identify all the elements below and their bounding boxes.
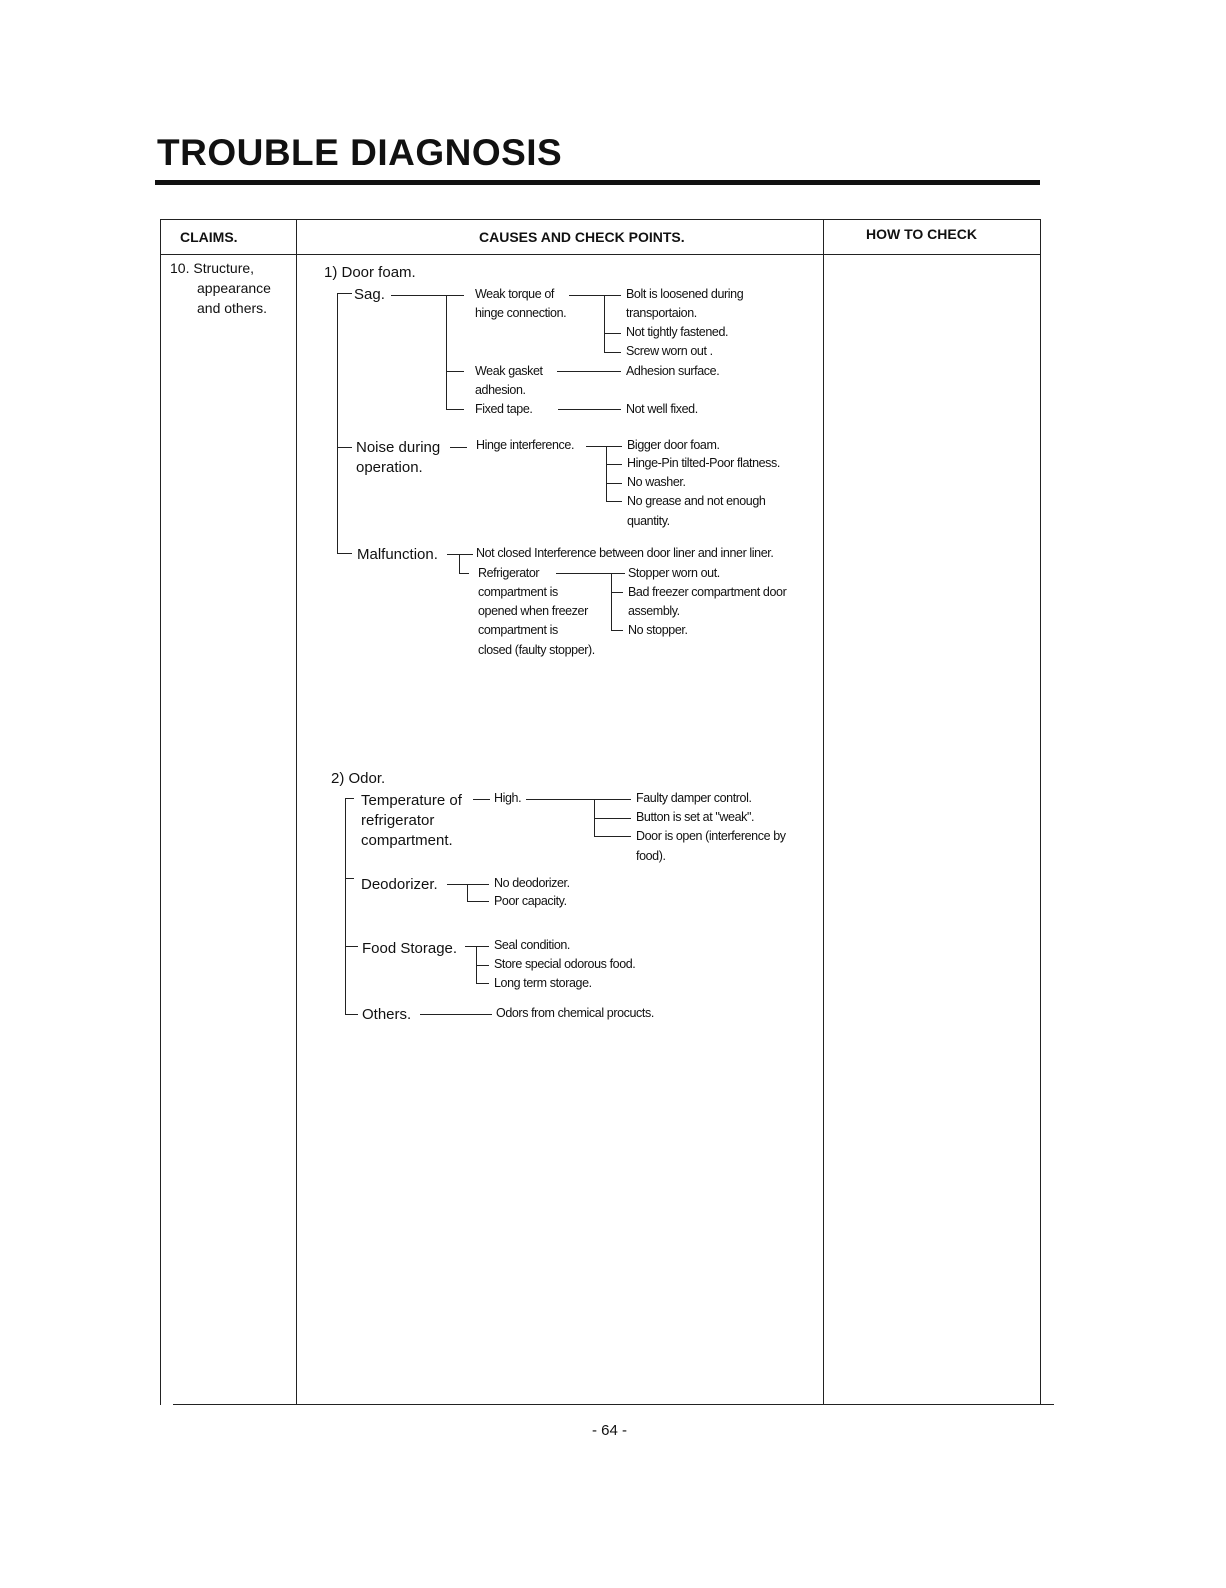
connector [337, 293, 352, 294]
food-storage-cause-3: Long term storage. [494, 976, 592, 990]
page-title: TROUBLE DIAGNOSIS [157, 132, 563, 173]
connector [391, 295, 446, 296]
connector [526, 799, 594, 800]
temperature-line-2: refrigerator [361, 812, 435, 829]
temperature-cause-3-line-1: Door is open (interference by [636, 829, 786, 843]
table-top-border [160, 219, 1041, 220]
refrigerator-line-5: closed (faulty stopper). [478, 643, 595, 657]
stopper-cause-3: No stopper. [628, 623, 688, 637]
connector [611, 573, 625, 574]
weak-gasket-line-2: adhesion. [475, 383, 526, 397]
gasket-cause: Adhesion surface. [626, 364, 720, 378]
fixed-tape: Fixed tape. [475, 402, 533, 416]
noise-cause-4-line-2: quantity. [627, 514, 670, 528]
connector [420, 1014, 492, 1015]
noise-line-1: Noise during [356, 439, 441, 456]
connector [473, 799, 490, 800]
page-number: - 64 - [592, 1422, 628, 1439]
sag-bracket [446, 295, 447, 410]
weak-torque-line-2: hinge connection. [475, 306, 567, 320]
table-right-border [1040, 219, 1041, 1405]
connector [446, 409, 464, 410]
header-claims: CLAIMS. [180, 229, 238, 245]
connector [467, 901, 489, 902]
connector [604, 333, 621, 334]
table-left-border [160, 219, 161, 1405]
high-label: High. [494, 791, 522, 805]
table-header-divider [160, 254, 1041, 255]
odor-bracket [345, 798, 346, 1015]
connector [594, 818, 631, 819]
noise-line-2: operation. [356, 459, 423, 476]
connector [450, 447, 467, 448]
connector [465, 946, 476, 947]
hinge-interference: Hinge interference. [476, 438, 575, 452]
connector [594, 799, 631, 800]
connector [569, 295, 604, 296]
connector [446, 295, 464, 296]
connector [345, 878, 354, 879]
refrigerator-line-2: compartment is [478, 585, 558, 599]
temperature-line-3: compartment. [361, 832, 453, 849]
connector [467, 884, 489, 885]
connector [476, 946, 489, 947]
food-storage-cause-2: Store special odorous food. [494, 957, 636, 971]
not-closed-interference: Not closed Interference between door liner and inner liner. [476, 546, 774, 560]
door-foam-heading: 1) Door foam. [324, 264, 416, 281]
torque-cause-3: Screw worn out . [626, 344, 713, 358]
torque-cause-2: Not tightly fastened. [626, 325, 729, 339]
noise-cause-1: Bigger door foam. [627, 438, 720, 452]
connector [604, 352, 621, 353]
food-storage-cause-1: Seal condition. [494, 938, 571, 952]
temperature-line-1: Temperature of [361, 792, 462, 809]
connector [606, 501, 622, 502]
connector [447, 884, 467, 885]
weak-gasket-line-1: Weak gasket [475, 364, 543, 378]
stopper-cause-2-line-1: Bad freezer compartment door [628, 585, 787, 599]
temperature-cause-1: Faulty damper control. [636, 791, 752, 805]
connector [586, 446, 606, 447]
torque-cause-1-line-1: Bolt is loosened during [626, 287, 744, 301]
deodorizer-cause-1: No deodorizer. [494, 876, 570, 890]
connector [557, 371, 621, 372]
torque-causes-bracket [604, 295, 605, 353]
connector [337, 553, 352, 554]
refrigerator-line-3: opened when freezer [478, 604, 588, 618]
connector [476, 983, 489, 984]
claim-line-1: 10. Structure, [170, 260, 255, 276]
connector [446, 371, 464, 372]
connector [611, 592, 623, 593]
odor-heading: 2) Odor. [331, 770, 386, 787]
temperature-cause-3-line-2: food). [636, 849, 666, 863]
stopper-causes-bracket [611, 573, 612, 631]
torque-cause-1-line-2: transportaion. [626, 306, 697, 320]
connector [604, 295, 621, 296]
deodorizer-label: Deodorizer. [361, 876, 438, 893]
title-rule [155, 180, 1040, 185]
claim-line-3: and others. [197, 300, 268, 316]
connector [459, 573, 469, 574]
temperature-cause-2: Button is set at "weak". [636, 810, 755, 824]
deodorizer-bracket [467, 884, 468, 902]
tape-cause: Not well fixed. [626, 402, 698, 416]
malfunction-bracket [459, 554, 460, 574]
noise-cause-4-line-1: No grease and not enough [627, 494, 766, 508]
header-how-to-check: HOW TO CHECK [866, 226, 977, 242]
connector [594, 836, 631, 837]
connector [447, 554, 459, 555]
others-label: Others. [362, 1006, 412, 1023]
connector [611, 630, 623, 631]
connector [337, 447, 352, 448]
claim-line-2: appearance [197, 280, 271, 296]
deodorizer-cause-2: Poor capacity. [494, 894, 567, 908]
others-cause: Odors from chemical procucts. [496, 1006, 654, 1020]
connector [606, 483, 622, 484]
table-bottom-border [173, 1404, 1054, 1405]
sag-label: Sag. [354, 286, 385, 303]
malfunction-label: Malfunction. [357, 546, 438, 563]
column-divider-1 [296, 219, 297, 1405]
connector [345, 798, 354, 799]
stopper-cause-1: Stopper worn out. [628, 566, 720, 580]
door-foam-bracket [337, 293, 338, 554]
stopper-cause-2-line-2: assembly. [628, 604, 680, 618]
food-storage-label: Food Storage. [362, 940, 458, 957]
header-causes: CAUSES AND CHECK POINTS. [479, 229, 685, 245]
connector [345, 1014, 358, 1015]
column-divider-2 [823, 219, 824, 1405]
connector [558, 409, 621, 410]
weak-torque-line-1: Weak torque of [475, 287, 554, 301]
connector [345, 946, 358, 947]
connector [476, 965, 489, 966]
noise-cause-2: Hinge-Pin tilted-Poor flatness. [627, 456, 780, 470]
refrigerator-line-1: Refrigerator [478, 566, 540, 580]
connector [459, 554, 473, 555]
refrigerator-line-4: compartment is [478, 623, 558, 637]
connector [606, 446, 622, 447]
connector [556, 573, 611, 574]
noise-cause-3: No washer. [627, 475, 686, 489]
connector [606, 464, 622, 465]
noise-causes-bracket [606, 446, 607, 502]
